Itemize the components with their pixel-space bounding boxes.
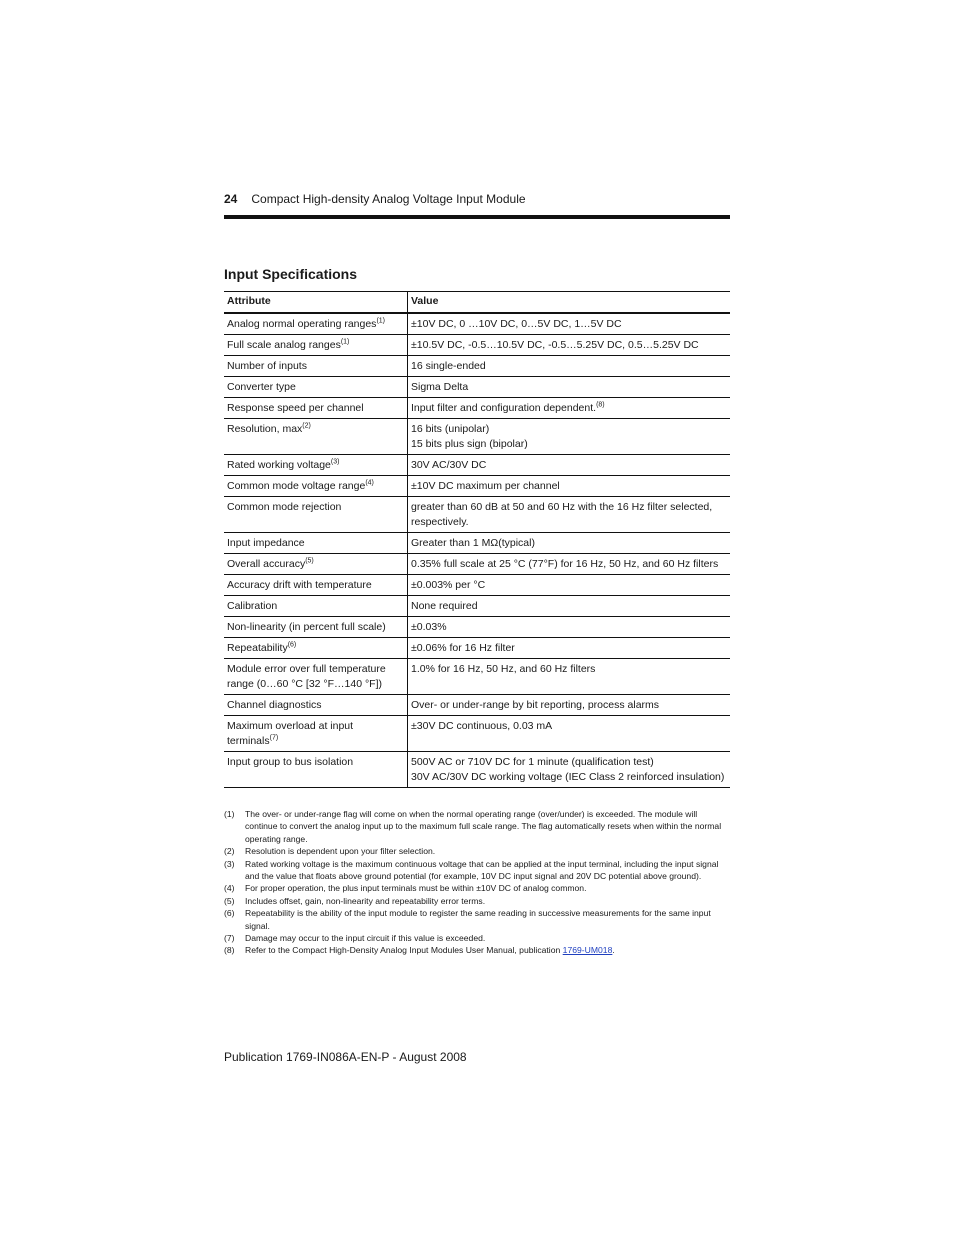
footnote [224,895,730,907]
footnote-text [245,882,730,894]
value-text: 500V AC or 710V DC for 1 minute (qualification test) [411,756,654,768]
value-line [411,719,727,734]
value-line [411,536,727,551]
value-line [411,755,727,770]
footnote-mark: (4) [224,883,235,894]
value-cell [408,398,731,419]
attribute-cell [224,554,408,575]
value-text: ±10V DC maximum per channel [411,480,560,492]
value-text: None required [411,600,478,612]
value-text: Sigma Delta [411,381,469,393]
attribute-cell [224,638,408,659]
footnote-suffix: . [612,945,615,956]
attribute-cell [224,313,408,335]
value-text: 30V AC/30V DC working voltage (IEC Class 2 reinforced insulation) [411,771,725,783]
table-row [224,596,730,617]
table-row [224,377,730,398]
page-header [224,192,730,206]
table-header-row [224,292,730,314]
value-line [411,620,727,635]
footnote-mark: (6) [224,908,235,919]
value-cell [408,313,731,335]
value-line [411,641,727,656]
footnote-body: Resolution is dependent upon your filter selection. [245,846,436,857]
value-text: 0.35% full scale at 25 °C (77°F) for 16 Hz, 50 Hz, and 60 Hz filters [411,558,719,570]
footnote-body: For proper operation, the plus input terminals must be within ±10V DC of analog common. [245,883,587,894]
value-line [411,317,727,332]
value-cell [408,497,731,533]
footnote [224,858,730,883]
footnotes [224,808,730,957]
footnote-mark: (7) [224,933,235,944]
value-cell [408,455,731,476]
table-row [224,335,730,356]
table-row [224,313,730,335]
attribute-cell [224,659,408,695]
footnote-body: Rated working voltage is the maximum continuous voltage that can be applied at the input terminal, including the input signal and the value that floats above ground potential (for example, 10V DC input signal and 20V DC potential above ground). [245,858,719,882]
table-row [224,617,730,638]
attribute-cell [224,533,408,554]
table-row [224,533,730,554]
attribute-label: Channel diagnostics [227,699,322,711]
attribute-label: Analog normal operating ranges [227,318,377,330]
attribute-cell [224,335,408,356]
attribute-cell [224,695,408,716]
value-cell [408,476,731,497]
footnote-ref: (1) [376,317,385,325]
section-title: Input Specifications [224,266,358,282]
attribute-label: Common mode rejection [227,501,342,513]
value-line [411,770,727,785]
value-line [411,380,727,395]
attribute-label: Maximum overload at input terminals [227,720,354,747]
value-cell [408,419,731,455]
footnote-ref: (6) [287,641,297,649]
table-row [224,638,730,659]
value-cell [408,335,731,356]
value-line [411,359,727,374]
footnote-body: Refer to the Compact High-Density Analog Input Modules User Manual, publication [245,945,563,956]
footnote-text [245,932,730,944]
footnote-ref: (2) [302,422,311,430]
value-cell [408,617,731,638]
attribute-label: Module error over full temperature range (0…60 °C [32 °F…140 °F]) [227,663,386,690]
column-header-value: Value [408,292,731,314]
value-text: Over- or under-range by bit reporting, process alarms [411,699,660,711]
value-text: ±0.003% per °C [411,579,486,591]
value-cell [408,533,731,554]
footnote-mark: (8) [224,945,235,956]
value-cell [408,575,731,596]
value-cell [408,752,731,788]
table-row [224,716,730,752]
attribute-label: Calibration [227,600,278,612]
value-text: 15 bits plus sign (bipolar) [411,438,528,450]
value-cell [408,377,731,398]
footnote-mark: (3) [224,858,235,869]
attribute-cell [224,752,408,788]
table-body [224,313,730,788]
value-text: Greater than 1 MΩ(typical) [411,537,535,549]
table-row [224,659,730,695]
footnote [224,907,730,932]
value-line [411,599,727,614]
attribute-label: Overall accuracy [227,558,306,570]
value-line [411,698,727,713]
attribute-cell [224,356,408,377]
table-row [224,455,730,476]
value-cell [408,356,731,377]
attribute-label: Repeatability [227,642,288,654]
footnote [224,882,730,894]
value-text: 16 bits (unipolar) [411,423,490,435]
value-text: ±30V DC continuous, 0.03 mA [411,720,553,732]
footnote-text [245,858,730,883]
header-rule [224,215,730,219]
value-text: 16 single-ended [411,360,486,372]
table-row [224,476,730,497]
attribute-label: Input impedance [227,537,305,549]
publication-footer: Publication 1769-IN086A-EN-P - August 2008 [224,1050,467,1064]
value-line [411,578,727,593]
footnote-ref: (4) [365,479,374,487]
table-row [224,695,730,716]
value-cell [408,716,731,752]
value-line [411,557,727,572]
attribute-cell [224,455,408,476]
value-line [411,458,727,473]
value-text: 1.0% for 16 Hz, 50 Hz, and 60 Hz filters [411,663,596,675]
value-text: ±0.03% [411,621,447,633]
value-line [411,479,727,494]
footnote-mark: (5) [224,895,235,906]
table-row [224,554,730,575]
footnote-ref: (3) [330,458,340,466]
value-line [411,338,727,353]
attribute-cell [224,716,408,752]
footnote-mark: (2) [224,846,235,857]
footnote [224,808,730,845]
footnote-body: Includes offset, gain, non-linearity and repeatability error terms. [245,895,486,906]
value-text: 30V AC/30V DC [411,459,487,471]
attribute-label: Accuracy drift with temperature [227,579,372,591]
value-line [411,422,727,437]
value-cell [408,638,731,659]
footnote-text [245,845,730,857]
table-row [224,752,730,788]
table-row [224,575,730,596]
attribute-label: Non-linearity (in percent full scale) [227,621,386,633]
footnote-body: Damage may occur to the input circuit if this value is exceeded. [245,933,486,944]
attribute-cell [224,398,408,419]
attribute-label: Full scale analog ranges [227,339,341,351]
page-number: 24 [224,192,238,206]
value-text: Input filter and configuration dependent. [411,402,597,414]
table-row [224,419,730,455]
value-line [411,500,727,530]
footnote-ref: (8) [596,401,605,409]
footnote-body: The over- or under-range flag will come on when the normal operating range (over/under) is exceeded. The module will continue to convert the analog input up to the maximum full scale range. The flag automatically resets when within the normal operating range. [245,809,722,844]
attribute-cell [224,575,408,596]
footnote-text [245,944,730,956]
running-title: Compact High-density Analog Voltage Input Module [251,192,526,206]
footnote-ref: (7) [269,734,279,742]
attribute-label: Resolution, max [227,423,303,435]
value-text: greater than 60 dB at 50 and 60 Hz with the 16 Hz filter selected, respectively. [411,501,713,528]
attribute-cell [224,617,408,638]
footnote-mark: (1) [224,809,235,819]
attribute-cell [224,419,408,455]
attribute-cell [224,596,408,617]
attribute-label: Number of inputs [227,360,307,372]
attribute-label: Common mode voltage range [227,480,366,492]
value-cell [408,695,731,716]
value-cell [408,554,731,575]
publication-link[interactable]: 1769-UM018 [562,945,613,956]
attribute-cell [224,476,408,497]
footnote [224,845,730,857]
footnote-ref: (1) [340,338,350,346]
value-cell [408,659,731,695]
attribute-label: Converter type [227,381,296,393]
attribute-cell [224,377,408,398]
value-line [411,662,727,677]
attribute-cell [224,497,408,533]
value-text: ±10V DC, 0 …10V DC, 0…5V DC, 1…5V DC [411,318,622,330]
value-line [411,437,727,452]
footnote-text [245,808,730,845]
value-text: ±10.5V DC, -0.5…10.5V DC, -0.5…5.25V DC, 0.5…5.25V DC [411,339,699,351]
attribute-label: Input group to bus isolation [227,756,354,768]
attribute-label: Response speed per channel [227,402,364,414]
value-cell [408,596,731,617]
table-row [224,398,730,419]
footnote-text [245,907,730,932]
footnote-body: Repeatability is the ability of the input module to register the same reading in successive measurements for the same input signal. [245,908,711,931]
specifications-table [224,291,730,788]
footnote [224,932,730,944]
table-row [224,497,730,533]
footnote-text [245,895,730,907]
footnote [224,944,730,956]
footnote-ref: (5) [305,557,314,565]
value-line [411,401,727,416]
value-text: ±0.06% for 16 Hz filter [411,642,515,654]
column-header-attribute: Attribute [224,292,408,314]
table-row [224,356,730,377]
attribute-label: Rated working voltage [227,459,331,471]
